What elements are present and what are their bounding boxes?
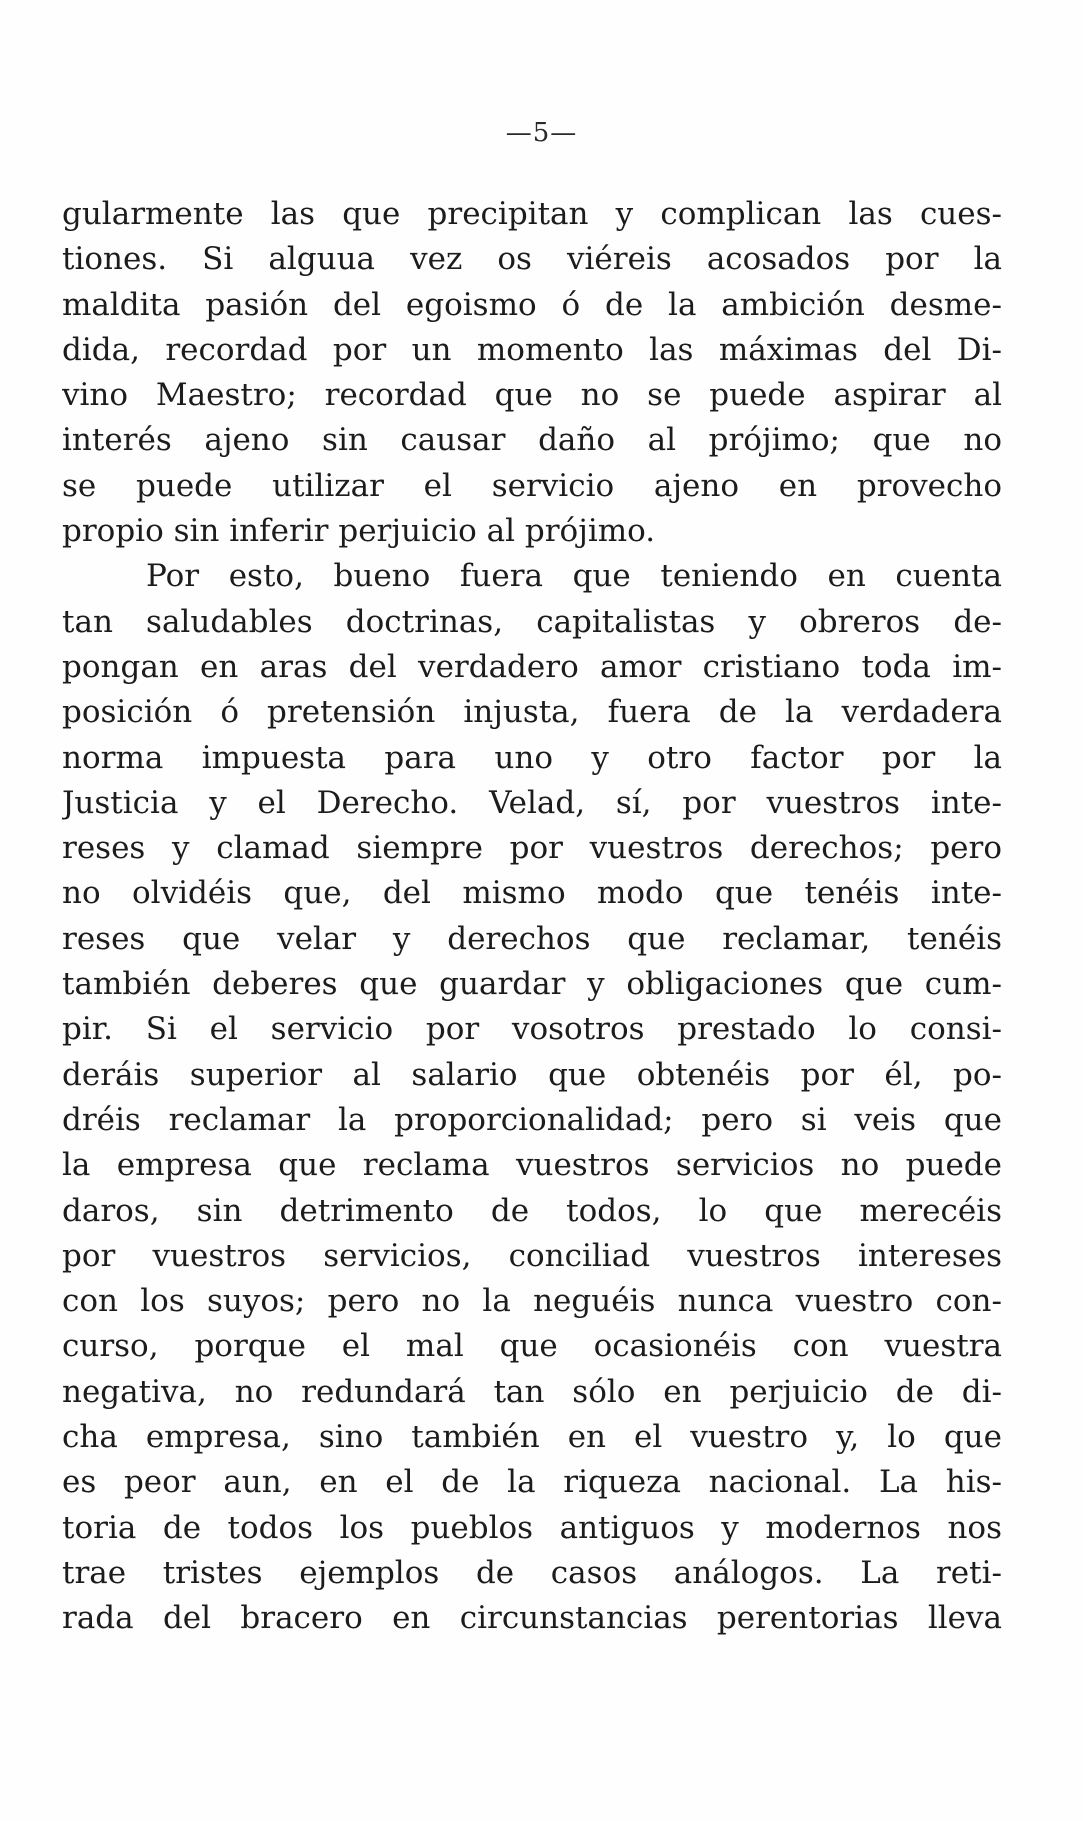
text-line: es peor aun, en el de la riqueza nacional. La his-	[62, 1464, 1002, 1501]
text-line: daros, sin detrimento de todos, lo que merecéis	[62, 1192, 1002, 1229]
text-line: posición ó pretensión injusta, fuera de la verdadera	[62, 694, 1002, 731]
text-line: propio sin inferir perjuicio al prójimo.	[62, 513, 656, 550]
text-line: toria de todos los pueblos antiguos y modernos nos	[62, 1509, 1002, 1546]
text-line: no olvidéis que, del mismo modo que tenéis inte-	[62, 875, 1002, 912]
text-line: con los suyos; pero no la neguéis nunca vuestro con-	[62, 1283, 1002, 1320]
text-line: vino Maestro; recordad que no se puede aspirar al	[62, 377, 1002, 414]
text-line: también deberes que guardar y obligaciones que cum-	[62, 966, 1002, 1003]
text-line: pir. Si el servicio por vosotros prestado lo consi-	[62, 1011, 1002, 1048]
page-number: —5—	[505, 118, 578, 148]
text-line: curso, porque el mal que ocasionéis con vuestra	[62, 1328, 1002, 1365]
text-line: Por esto, bueno fuera que teniendo en cuenta	[146, 558, 1002, 595]
text-line: por vuestros servicios, conciliad vuestros intereses	[62, 1237, 1002, 1274]
text-line: reses que velar y derechos que reclamar, tenéis	[62, 920, 1002, 957]
text-line: gularmente las que precipitan y complican las cues-	[62, 196, 1002, 232]
text-line: reses y clamad siempre por vuestros derechos; pero	[62, 830, 1002, 867]
text-line: cha empresa, sino también en el vuestro y, lo que	[62, 1419, 1002, 1456]
text-line: trae tristes ejemplos de casos análogos. La reti-	[62, 1554, 1002, 1591]
text-line: se puede utilizar el servicio ajeno en provecho	[62, 467, 1002, 504]
text-line: norma impuesta para uno y otro factor por la	[62, 739, 1002, 776]
text-line: interés ajeno sin causar daño al prójimo; que no	[62, 422, 1002, 459]
text-line: tiones. Si alguua vez os viéreis acosados por la	[62, 241, 1002, 278]
body-text	[62, 192, 1002, 1642]
text-line: pongan en aras del verdadero amor cristiano toda im-	[62, 648, 1002, 685]
text-line: rada del bracero en circunstancias perentorias lleva	[62, 1600, 1002, 1637]
text-line: maldita pasión del egoismo ó de la ambición desme-	[62, 286, 1002, 323]
text-line: Justicia y el Derecho. Velad, sí, por vuestros inte-	[62, 784, 1002, 821]
text-line: negativa, no redundará tan sólo en perjuicio de di-	[62, 1373, 1002, 1410]
text-line: dida, recordad por un momento las máximas del Di-	[62, 331, 1002, 368]
text-line: dréis reclamar la proporcionalidad; pero si veis que	[62, 1101, 1002, 1138]
text-line: la empresa que reclama vuestros servicios no puede	[62, 1147, 1002, 1184]
text-line: tan saludables doctrinas, capitalistas y obreros de-	[62, 603, 1002, 640]
text-line: deráis superior al salario que obtenéis por él, po-	[62, 1056, 1002, 1093]
